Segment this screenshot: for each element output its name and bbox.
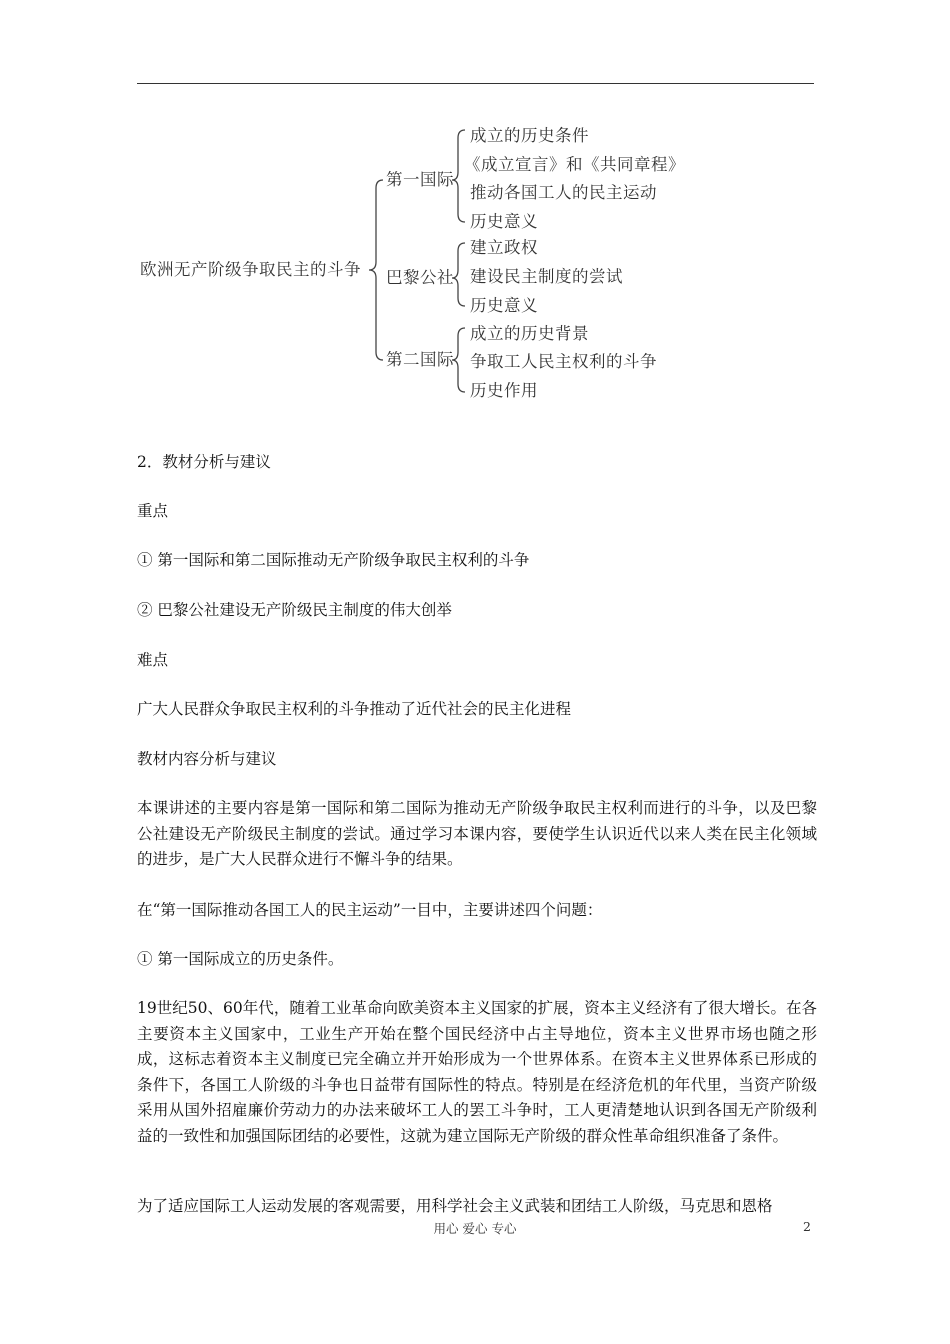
key-point-1: ① 第一国际和第二国际推动无产阶级争取民主权利的斗争 bbox=[137, 551, 530, 569]
leaf-second-1: 成立的历史背景 bbox=[470, 324, 589, 343]
section-heading: 2．教材分析与建议 bbox=[137, 453, 271, 471]
footer-motto: 用心 爱心 专心 bbox=[433, 1221, 517, 1236]
leaf-paris-2: 建设民主制度的尝试 bbox=[470, 267, 623, 286]
difficulty-text: 广大人民群众争取民主权利的斗争推动了近代社会的民主化进程 bbox=[137, 700, 572, 718]
paragraph-intro-four-issues: 在“第一国际推动各国工人的民主运动”一目中，主要讲述四个问题： bbox=[137, 901, 603, 919]
main-bracket bbox=[369, 180, 383, 360]
key-points-heading: 重点 bbox=[137, 502, 169, 520]
leaf-first-1: 成立的历史条件 bbox=[470, 126, 589, 145]
paragraph-summary: 本课讲述的主要内容是第一国际和第二国际为推动无产阶级争取民主权利而进行的斗争，以及巴黎公社建设无产阶级民主制度的尝试。通过学习本课内容，要使学生认识近代以来人类在民主化领域的进步，是广大人民群众进行不懈斗争的结果。 bbox=[137, 799, 817, 868]
key-point-2: ② 巴黎公社建设无产阶级民主制度的伟大创举 bbox=[137, 601, 452, 619]
analysis-heading: 教材内容分析与建议 bbox=[137, 750, 277, 768]
difficulty-heading: 难点 bbox=[137, 651, 169, 669]
leaf-first-4: 历史意义 bbox=[470, 212, 538, 231]
tree-root: 欧洲无产阶级争取民主的斗争 bbox=[140, 260, 361, 279]
paragraph-continued: 为了适应国际工人运动发展的客观需要，用科学社会主义武装和团结工人阶级，马克思和恩格 bbox=[137, 1197, 773, 1215]
leaf-first-3: 推动各国工人的民主运动 bbox=[470, 183, 657, 202]
concept-tree-diagram bbox=[0, 0, 950, 420]
branch-first-international: 第一国际 bbox=[386, 170, 454, 189]
issue-1-heading: ① 第一国际成立的历史条件。 bbox=[137, 950, 344, 968]
leaf-second-3: 历史作用 bbox=[470, 381, 538, 400]
branch-paris-commune: 巴黎公社 bbox=[386, 268, 454, 287]
leaf-first-2: 《成立宣言》和《共同章程》 bbox=[464, 155, 685, 174]
leaf-paris-1: 建立政权 bbox=[470, 238, 538, 257]
leaf-second-2: 争取工人民主权利的斗争 bbox=[470, 352, 657, 371]
leaf-paris-3: 历史意义 bbox=[470, 296, 538, 315]
page-number: 2 bbox=[803, 1219, 811, 1234]
paragraph-historical-conditions: 19世纪50、60年代，随着工业革命向欧美资本主义国家的扩展，资本主义经济有了很大增长。在各主要资本主义国家中，工业生产开始在整个国民经济中占主导地位，资本主义世界市场也随之形成，这标志着资本主义制度已完全确立并开始形成为一个世界体系。在资本主义世界体系已形成的条件下，各国工人阶级的斗争也日益带有国际性的特点。特别是在经济危机的年代里，当资产阶级采用从国外招雇廉价劳动力的办法来破坏工人的罢工斗争时，工人更清楚地认识到各国无产阶级利益的一致性和加强国际团结的必要性，这就为建立国际无产阶级的群众性革命组织准备了条件。 bbox=[137, 999, 817, 1145]
branch-second-international: 第二国际 bbox=[386, 350, 454, 369]
